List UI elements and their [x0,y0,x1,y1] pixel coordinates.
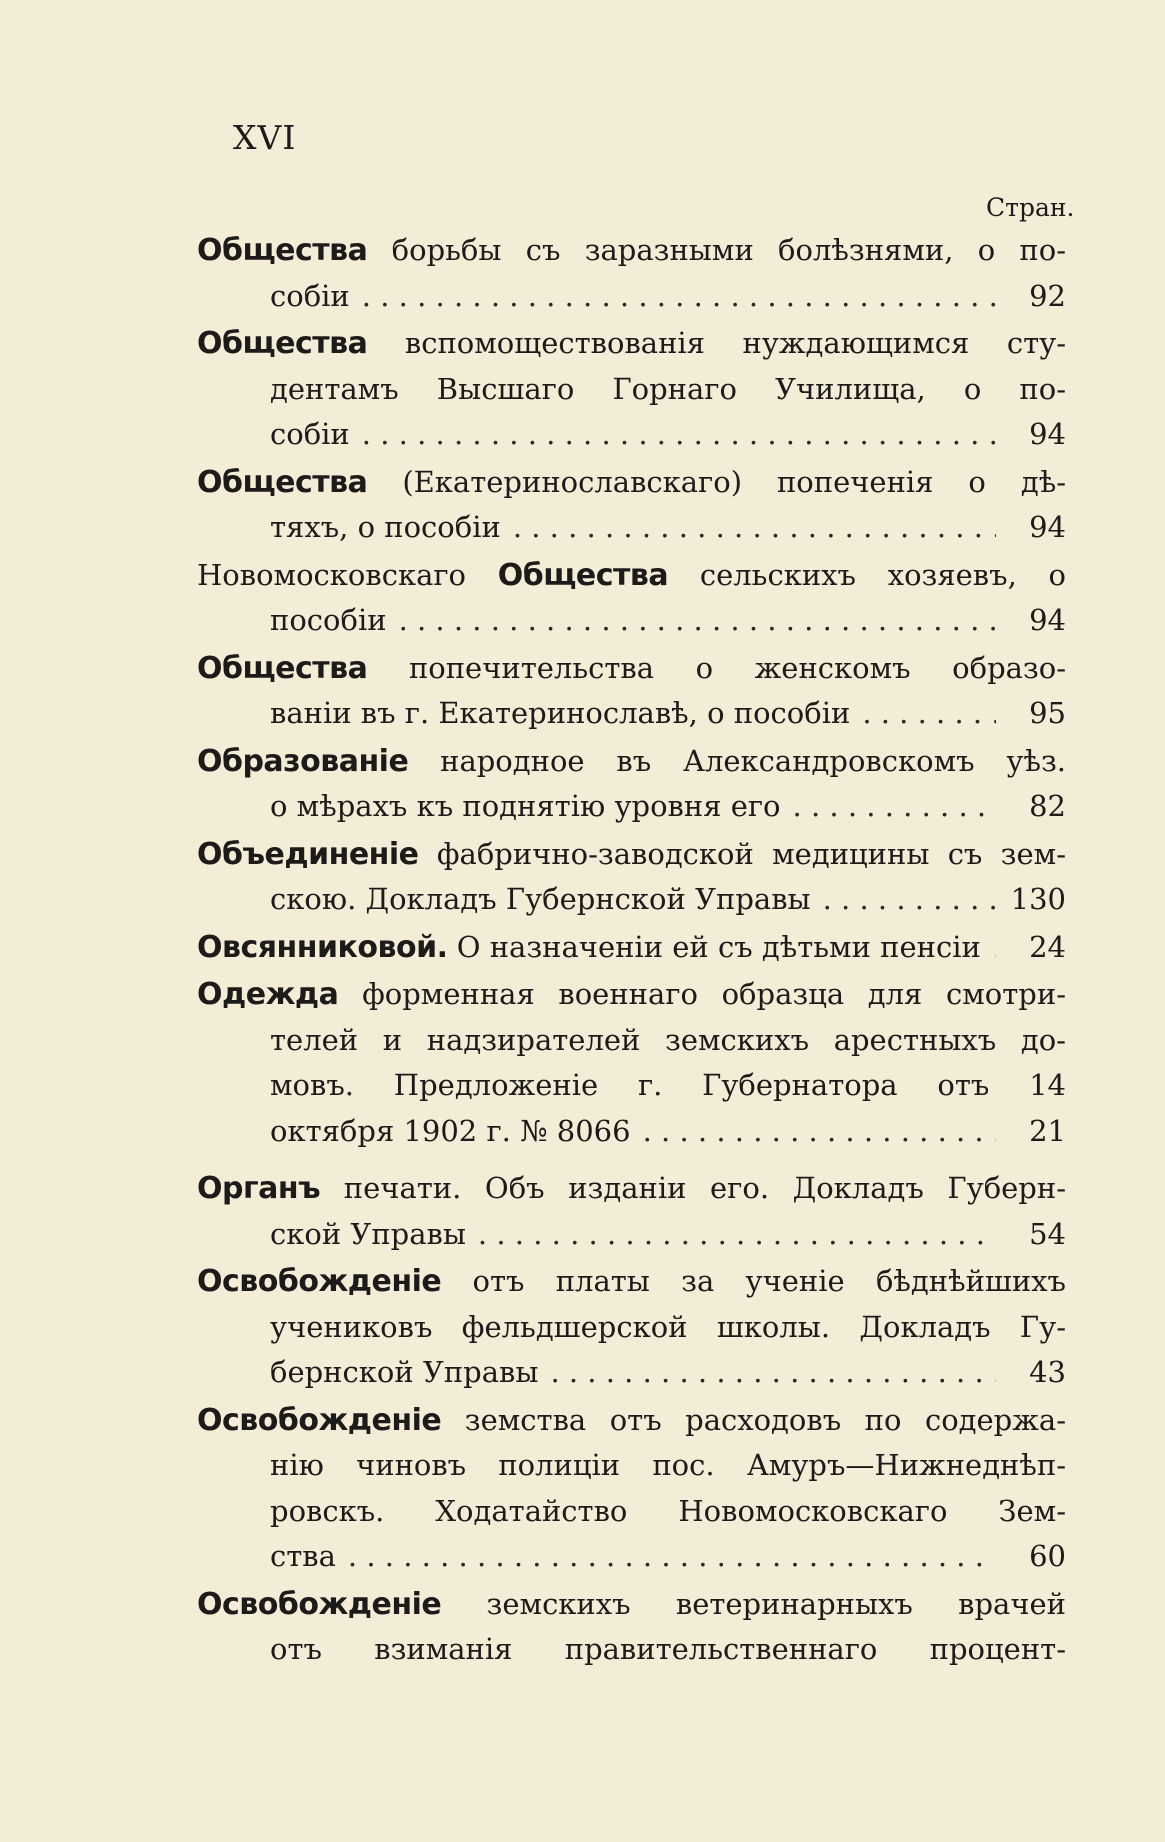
entry-text: (Екатеринославскаго) попеченія о дѣ- [402,464,1066,499]
index-entries [197,228,1066,1675]
entry-text: попечительства о женскомъ образо- [408,650,1067,685]
dot-leader [643,1109,996,1155]
entry-keyword: Общества [497,557,669,593]
entry-last-line [197,505,1066,551]
entry-keyword: Общества [197,464,368,500]
entry-keyword: Образованіе [197,743,409,779]
entry-keyword: Объединеніе [197,836,419,872]
index-entry [197,460,1066,551]
dot-leader [348,1534,996,1580]
entry-line [197,1489,1066,1535]
entry-last-line [197,1534,1066,1580]
entry-page-ref: 43 [1029,1355,1066,1389]
entry-last-line [197,1212,1066,1258]
entry-text: печати. Объ изданіи его. Докладъ Губерн- [343,1171,1067,1205]
entry-line [197,1018,1066,1064]
entry-line [197,460,1066,506]
entry-keyword: Общества [197,233,368,268]
index-entry [197,1398,1066,1580]
index-entry [197,228,1066,319]
entry-line [197,739,1066,785]
index-entry [197,553,1066,644]
entry-line [197,228,1066,274]
entry-keyword: Одежда [197,977,339,1012]
dot-leader [362,412,996,458]
dot-leader [399,598,996,644]
entry-keyword: Общества [197,650,368,686]
entry-text: нію чиновъ полиціи пос. Амуръ—Нижнеднѣп- [270,1448,1066,1482]
index-entry [197,739,1066,830]
entry-line [197,1582,1066,1628]
dot-leader [550,1350,996,1396]
entry-text: собіи [270,278,350,313]
entry-text: народное въ Александровскомъ уѣз. [440,743,1066,778]
entry-last-line [197,598,1066,644]
entry-line [197,1627,1066,1673]
entry-text: дентамъ Высшаго Горнаго Училища, о по- [270,371,1066,406]
entry-text: О назначеніи ей съ дѣтьми пенсіи [456,929,981,964]
entry-page-ref: 130 [1010,882,1066,916]
entry-text: ства [270,1539,336,1573]
entry-line [197,1398,1066,1444]
entry-text: ской Управы [270,1216,466,1251]
entry-line [197,646,1066,692]
index-entry [197,925,1066,971]
index-entry [197,832,1066,923]
entry-last-line [197,1109,1066,1155]
entry-page-ref: 94 [1029,510,1066,544]
index-entry [197,321,1066,458]
entry-line [197,321,1066,367]
entry-page-ref: 95 [1029,696,1066,730]
entry-text: земства отъ расходовъ по содержа- [464,1402,1067,1437]
entry-line [197,553,1066,599]
entry-keyword: Овсянниковой. [197,929,448,965]
entry-keyword: Освобожденіе [197,1586,442,1622]
page-number: XVI [233,118,297,157]
entry-page-ref: 94 [1029,417,1066,451]
entry-text: сельскихъ хозяевъ, о [699,557,1066,592]
entry-text: телей и надзирателей земскихъ арестныхъ до- [270,1022,1066,1057]
entry-text: мовъ. Предложеніе г. Губернатора отъ 14 [270,1068,1066,1102]
entry-text: отъ взиманія правительственнаго процент- [270,1632,1066,1666]
entry-text: бернской Управы [270,1355,539,1389]
entry-text: фабрично-заводской медицины съ зем- [436,836,1067,871]
dot-leader [823,877,996,923]
entry-keyword: Освобожденіе [197,1402,442,1438]
entry-line [197,1063,1066,1109]
dot-leader [513,505,996,551]
dot-leader [993,925,996,971]
entry-page-ref: 60 [1029,1539,1066,1573]
index-entry [197,1582,1066,1673]
entry-text: борьбы съ заразными болѣзнями, о по- [391,233,1067,267]
entry-text: ровскъ. Ходатайство Новомосковскаго Зем- [270,1493,1066,1528]
entry-last-line [197,1350,1066,1396]
index-entry [197,1259,1066,1396]
entry-last-line [197,925,1066,971]
entry-last-line [197,274,1066,320]
entry-text: учениковъ фельдшерской школы. Докладъ Гу- [270,1309,1066,1344]
index-entry [197,972,1066,1154]
entry-text: ваніи въ г. Екатеринославѣ, о пособіи [270,696,851,730]
index-entry [197,1166,1066,1257]
entry-keyword: Освобожденіе [197,1264,442,1299]
dot-leader [793,784,996,830]
entry-line [197,367,1066,413]
entry-last-line [197,412,1066,458]
entry-line [197,1443,1066,1489]
dot-leader [362,274,996,320]
entry-page-ref: 24 [1029,929,1066,964]
entry-text: отъ платы за ученіе бѣднѣйшихъ [472,1264,1066,1298]
entry-text: земскихъ ветеринарныхъ врачей [486,1586,1066,1621]
entry-last-line [197,784,1066,830]
entry-line [197,832,1066,878]
dot-leader [862,691,996,737]
entry-last-line [197,691,1066,737]
entry-keyword: Общества [197,326,368,361]
entry-line [197,972,1066,1018]
entry-text: форменная военнаго образца для смотри- [362,977,1066,1011]
index-entry [197,646,1066,737]
entry-prefix: Новомосковскаго [197,557,467,592]
entry-page-ref: 94 [1029,603,1066,637]
dot-leader [478,1212,996,1258]
entry-text: тяхъ, о пособіи [270,510,501,544]
entry-line [197,1305,1066,1351]
entry-last-line [197,877,1066,923]
entry-line [197,1259,1066,1305]
entry-text: пособіи [270,603,387,637]
entry-text: собіи [270,417,350,451]
entry-page-ref: 54 [1029,1216,1066,1251]
entry-text: о мѣрахъ къ поднятію уровня его [270,789,781,823]
entry-page-ref: 82 [1029,789,1066,823]
entry-line [197,1166,1066,1212]
entry-keyword: Органъ [197,1171,321,1206]
entry-page-ref: 21 [1029,1113,1066,1148]
entry-text: скою. Докладъ Губернской Управы [270,882,811,916]
entry-text: октября 1902 г. № 8066 [270,1113,631,1148]
entry-text: вспомоществованія нуждающимся сту- [404,326,1066,360]
entry-page-ref: 92 [1029,278,1066,313]
page-column-header: Стран. [986,193,1075,222]
